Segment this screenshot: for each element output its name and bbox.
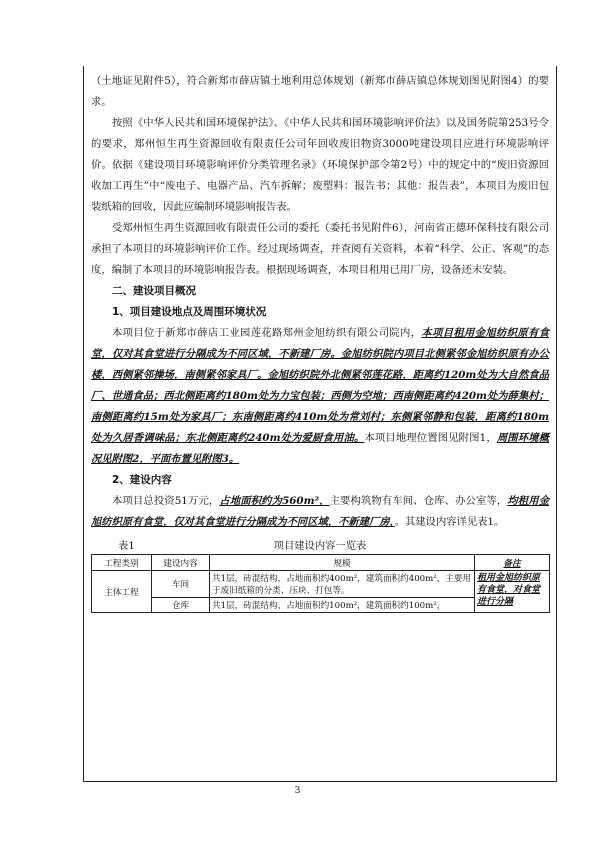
cell-scale: 共1层，砖混结构，占地面积约400m²，建筑面积约400m²，主要用于废旧纸箱的分类、压块、打包等。 [210, 571, 475, 598]
area-emphasis: 占地面积约为560m²， [219, 495, 330, 507]
location-surroundings-emphasis: 本项目租用金旭纺织原有食堂，仅对其食堂进行分隔成为不同区域，不新建厂房。金旭纺织院内项目北侧紧邻金旭纺织原有办公楼，西侧紧邻操场，南侧紧邻家具厂。金旭纺织院外北侧紧邻莲花路，距离约120m处为大自然食品厂、世通食品；西北侧距离约180m处为力宝包装；西侧为空地；西南侧距离约420m处为薛集村；南侧距离约15m处为家具厂；东南侧距离约410m处为常刘村；东侧紧邻静和包装，距离约180m处为久居香调味品；东北侧距离约240m处为爱厨食用油。 [91, 327, 549, 444]
location-figure-ref: 本项目地理位置图见附图1， [364, 432, 497, 444]
section-heading-overview: 二、建设项目概况 [112, 285, 196, 297]
table-header-row [92, 555, 550, 571]
header-item: 建设内容 [152, 555, 210, 571]
table-ref-text: 。其建设内容详见表1。 [394, 516, 505, 528]
table-number: 表1 [118, 540, 135, 552]
paragraph-content [91, 491, 549, 533]
document-body [91, 71, 549, 613]
subsection-heading-location: 1、项目建设地点及周围环境状况 [112, 306, 267, 318]
table-row [92, 571, 550, 598]
cell-item: 仓库 [152, 598, 210, 613]
header-scale: 规模 [210, 555, 475, 571]
construction-content-table [91, 554, 550, 613]
cell-remark: 租用金旭纺织原有食堂，对食堂进行分隔 [475, 571, 550, 613]
cell-item: 车间 [152, 571, 210, 598]
paragraph-commission: 受郑州恒生再生资源回收有限责任公司的委托（委托书见附件6），河南省正德环保科技有限公司承担了本项目的环境影响评价工作。经过现场调查，并查阅有关资料，本着“科学、公正、客观”的态度，编制了本项目的环境影响报告表。根据现场调查，本项目租用已用厂房，设备还未安装。 [91, 222, 549, 276]
cell-scale: 共1层，砖混结构，占地面积约100m²，建筑面积约100m²， [210, 598, 475, 613]
cell-category: 主体工程 [92, 571, 152, 613]
location-text: 本项目位于新郑市薛店工业园莲花路郑州金旭纺织有限公司院内， [112, 327, 422, 339]
table-title: 项目建设内容一览表 [273, 540, 367, 552]
header-category: 工程类别 [92, 555, 152, 571]
structures-text: 主要构筑物有车间、仓库、办公室等， [329, 495, 508, 507]
lease-emphasis: 均租用金旭纺织原有食堂，仅对其食堂进行分隔成为不同区域，不新建厂房， [91, 495, 550, 528]
table-caption [91, 537, 549, 554]
paragraph-legal-basis: 按照《中华人民共和国环境保护法》、《中华人民共和国环境影响评价法》以及国务院第253号令的要求，郑州恒生再生资源回收有限责任公司年回收废旧物资3000吨建设项目应进行环境影响评价。依据《建设项目环境影响评价分类管理名录》（环境保护部令第2号）中的规定中的“废旧资源回收加工再生”中“废电子、电器产品、汽车拆解；废塑料：报告书；其他：报告表”，本项目为废旧包装纸箱的回收，因此应编制环境影响报告表。 [91, 117, 549, 213]
header-remark: 备注 [475, 555, 550, 571]
investment-text: 本项目总投资51万元， [112, 495, 220, 507]
paragraph-land-certificate: （土地证见附件5），符合新郑市薛店镇土地利用总体规划（新郑市薛店镇总体规划图见附图4）的要求。 [91, 75, 549, 108]
subsection-heading-content: 2、建设内容 [112, 474, 172, 486]
page-number: 3 [294, 786, 301, 796]
location-figure-ref-emphasis: 周围环境概况见附图2，平面布置见附图3。 [91, 432, 549, 465]
paragraph-location [91, 323, 549, 470]
